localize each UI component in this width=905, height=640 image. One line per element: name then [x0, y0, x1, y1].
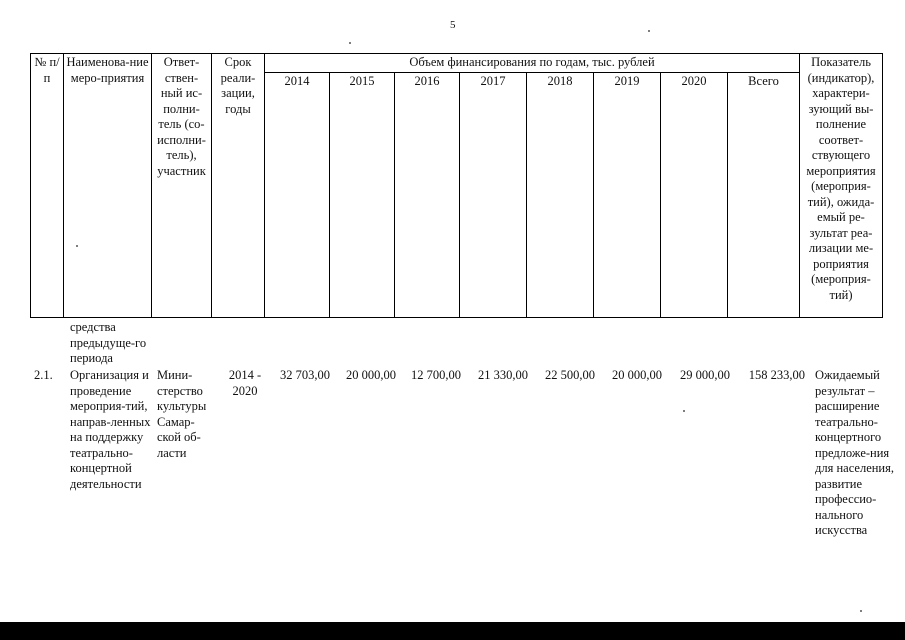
row-term: 2014 - 2020 [228, 368, 262, 398]
row-value-2017: 21 330,00 [478, 368, 528, 382]
header-year: 2014 [265, 72, 330, 317]
header-num: № п/п [31, 54, 64, 318]
row-value-2016: 12 700,00 [411, 368, 461, 382]
row-value-2014: 32 703,00 [280, 368, 330, 382]
page-number: 5 [450, 19, 456, 31]
financing-table-header [30, 53, 883, 318]
header-responsible: Ответ-ствен-ный ис-полни-тель (со-исполни-тель), участник [152, 54, 212, 318]
header-year: 2016 [395, 72, 460, 317]
header-year: 2020 [661, 72, 728, 317]
header-year: 2018 [527, 72, 594, 317]
row-name: Организация и проведение мероприя-тий, направ-ленных на поддержку театрально-концертной деятельности [70, 368, 151, 491]
row-value-total: 158 233,00 [748, 368, 805, 382]
scan-speck [349, 42, 351, 44]
header-term: Срок реали-зации, годы [212, 54, 265, 318]
continuation-text: средства предыдуще-го периода [70, 320, 147, 365]
scan-speck [648, 30, 650, 32]
header-name: Наименова-ние меро-приятия [64, 54, 152, 318]
header-year: 2015 [330, 72, 395, 317]
header-year: 2017 [460, 72, 527, 317]
row-value-2020: 29 000,00 [680, 368, 730, 382]
scan-speck [860, 610, 862, 612]
row-value-2019: 20 000,00 [612, 368, 662, 382]
row-number: 2.1. [34, 368, 53, 382]
header-year: 2019 [594, 72, 661, 317]
scan-speck [76, 245, 78, 247]
header-indicator: Показатель (индикатор), характери-зующий вы-полнение соответ-ствующего мероприятия (мероприя-тий), ожида-емый ре-зультат реа-лизации ме-роприятия (мероприя-тий) [800, 54, 883, 318]
header-total: Всего [728, 72, 800, 317]
scan-speck [683, 410, 685, 412]
header-financing: Объем финансирования по годам, тыс. рублей [265, 54, 800, 73]
row-value-2015: 20 000,00 [346, 368, 396, 382]
row-indicator: Ожидаемый результат – расширение театрально-концертного предложе-ния для населения, развитие профессио-нального искусства [815, 368, 894, 537]
row-responsible: Мини-стерство культуры Самар-ской об-ласти [157, 368, 207, 460]
row-value-2018: 22 500,00 [545, 368, 595, 382]
scan-bottom-edge [0, 622, 905, 640]
